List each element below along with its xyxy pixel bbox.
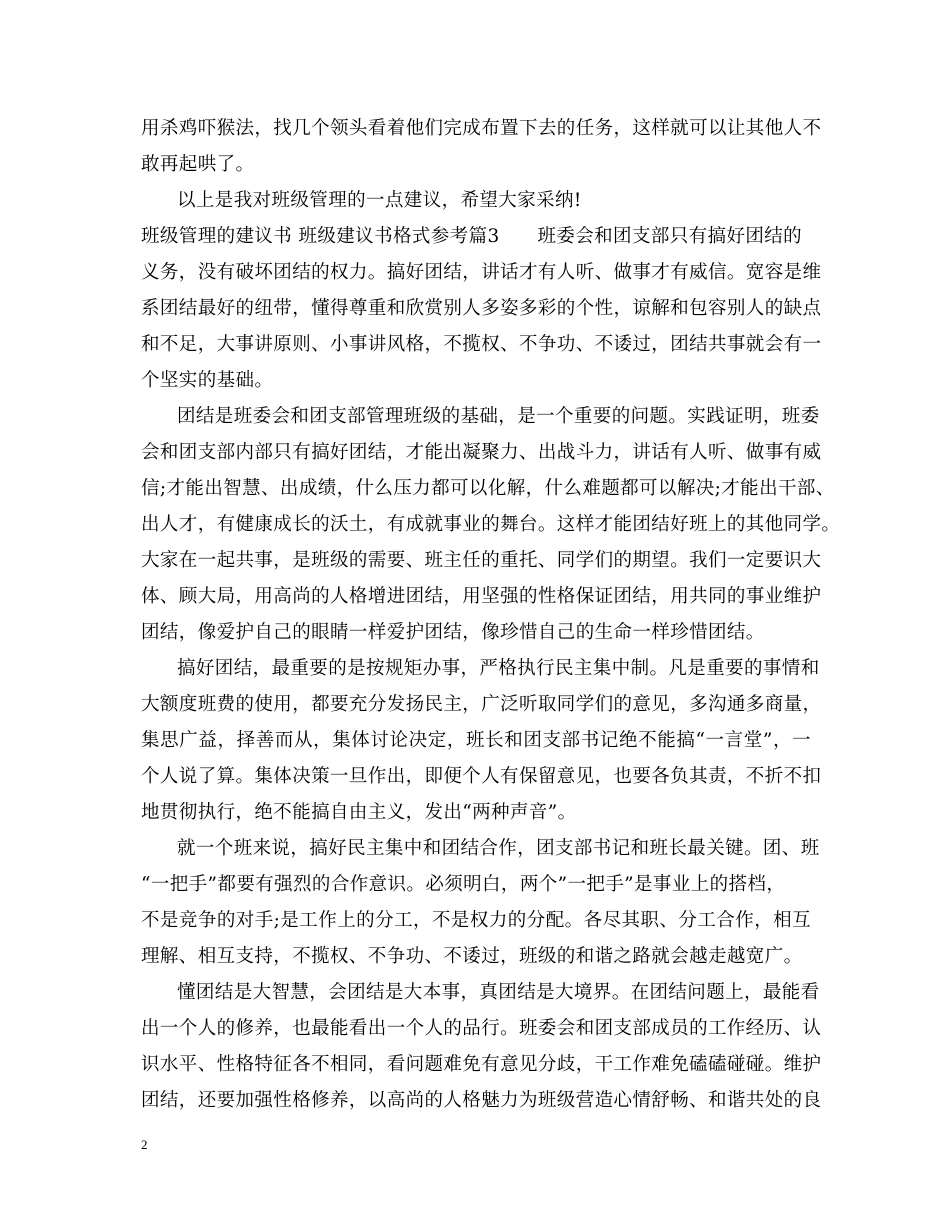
text-line: 个人说了算。集体决策一旦作出，即便个人有保留意见，也要各负其责，不折不扣: [141, 766, 822, 787]
text-line: 懂团结是大智慧，会团结是大本事，真团结是大境界。在团结问题上，最能看: [177, 982, 820, 1003]
text-line: 出一个人的修养，也最能看出一个人的品行。班委会和团支部成员的工作经历、认: [141, 1018, 822, 1039]
text-line: 以上是我对班级管理的一点建议，希望大家采纳!: [177, 190, 582, 211]
text-line: “一把手”都要有强烈的合作意识。必须明白，两个”一把手”是事业上的搭档，: [141, 874, 786, 895]
text-line: 出人才，有健康成长的沃土，有成就事业的舞台。这样才能团结好班上的其他同学。: [141, 514, 841, 535]
text-line: 不是竞争的对手;是工作上的分工，不是权力的分配。各尽其职、分工合作，相互: [141, 910, 811, 931]
text-line: 个坚实的基础。: [141, 370, 274, 391]
page-number: 2: [141, 1137, 148, 1152]
text-line: 义务，没有破坏团结的权力。搞好团结，讲话才有人听、做事才有威信。宽容是维: [141, 262, 822, 283]
text-line: 识水平、性格特征各不相同，看问题难免有意见分歧，干工作难免磕磕碰碰。维护: [141, 1054, 822, 1075]
text-line: 团结，还要加强性格修养，以高尚的人格魅力为班级营造心情舒畅、和谐共处的良: [141, 1090, 822, 1111]
text-line: 和不足，大事讲原则、小事讲风格，不揽权、不争功、不诿过，团结共事就会有一: [141, 334, 822, 355]
text-line: 集思广益，择善而从，集体讨论决定，班长和团支部书记绝不能搞“一言堂”，一: [141, 730, 811, 751]
text-line: 搞好团结，最重要的是按规矩办事，严格执行民主集中制。凡是重要的事情和: [177, 658, 820, 679]
text-line: 就一个班来说，搞好民主集中和团结合作，团支部书记和班长最关键。团、班: [177, 838, 820, 859]
text-line: 大额度班费的使用，都要充分发扬民主，广泛听取同学们的意见，多沟通多商量，: [141, 694, 822, 715]
text-line: 会和团支部内部只有搞好团结，才能出凝聚力、出战斗力，讲话有人听、做事有威: [141, 442, 822, 463]
text-line: 班级管理的建议书 班级建议书格式参考篇3 班委会和团支部只有搞好团结的: [141, 226, 803, 247]
text-line: 团结，像爱护自己的眼睛一样爱护团结，像珍惜自己的生命一样珍惜团结。: [141, 622, 765, 643]
text-line: 大家在一起共事，是班级的需要、班主任的重托、同学们的期望。我们一定要识大: [141, 550, 822, 571]
text-line: 团结是班委会和团支部管理班级的基础，是一个重要的问题。实践证明，班委: [177, 406, 820, 427]
text-line: 系团结最好的纽带，懂得尊重和欣赏别人多姿多彩的个性，谅解和包容别人的缺点: [141, 298, 822, 319]
text-line: 体、顾大局，用高尚的人格增进团结，用坚强的性格保证团结，用共同的事业维护: [141, 586, 822, 607]
text-line: 地贯彻执行，绝不能搞自由主义，发出“两种声音”。: [141, 802, 577, 823]
text-line: 敢再起哄了。: [141, 154, 255, 175]
text-line: 用杀鸡吓猴法，找几个领头看着他们完成布置下去的任务，这样就可以让其他人不: [141, 118, 822, 139]
text-line: 理解、相互支持，不揽权、不争功、不诿过，班级的和谐之路就会越走越宽广。: [141, 946, 803, 967]
text-line: 信;才能出智慧、出成绩，什么压力都可以化解，什么难题都可以解决;才能出干部、: [141, 478, 835, 499]
